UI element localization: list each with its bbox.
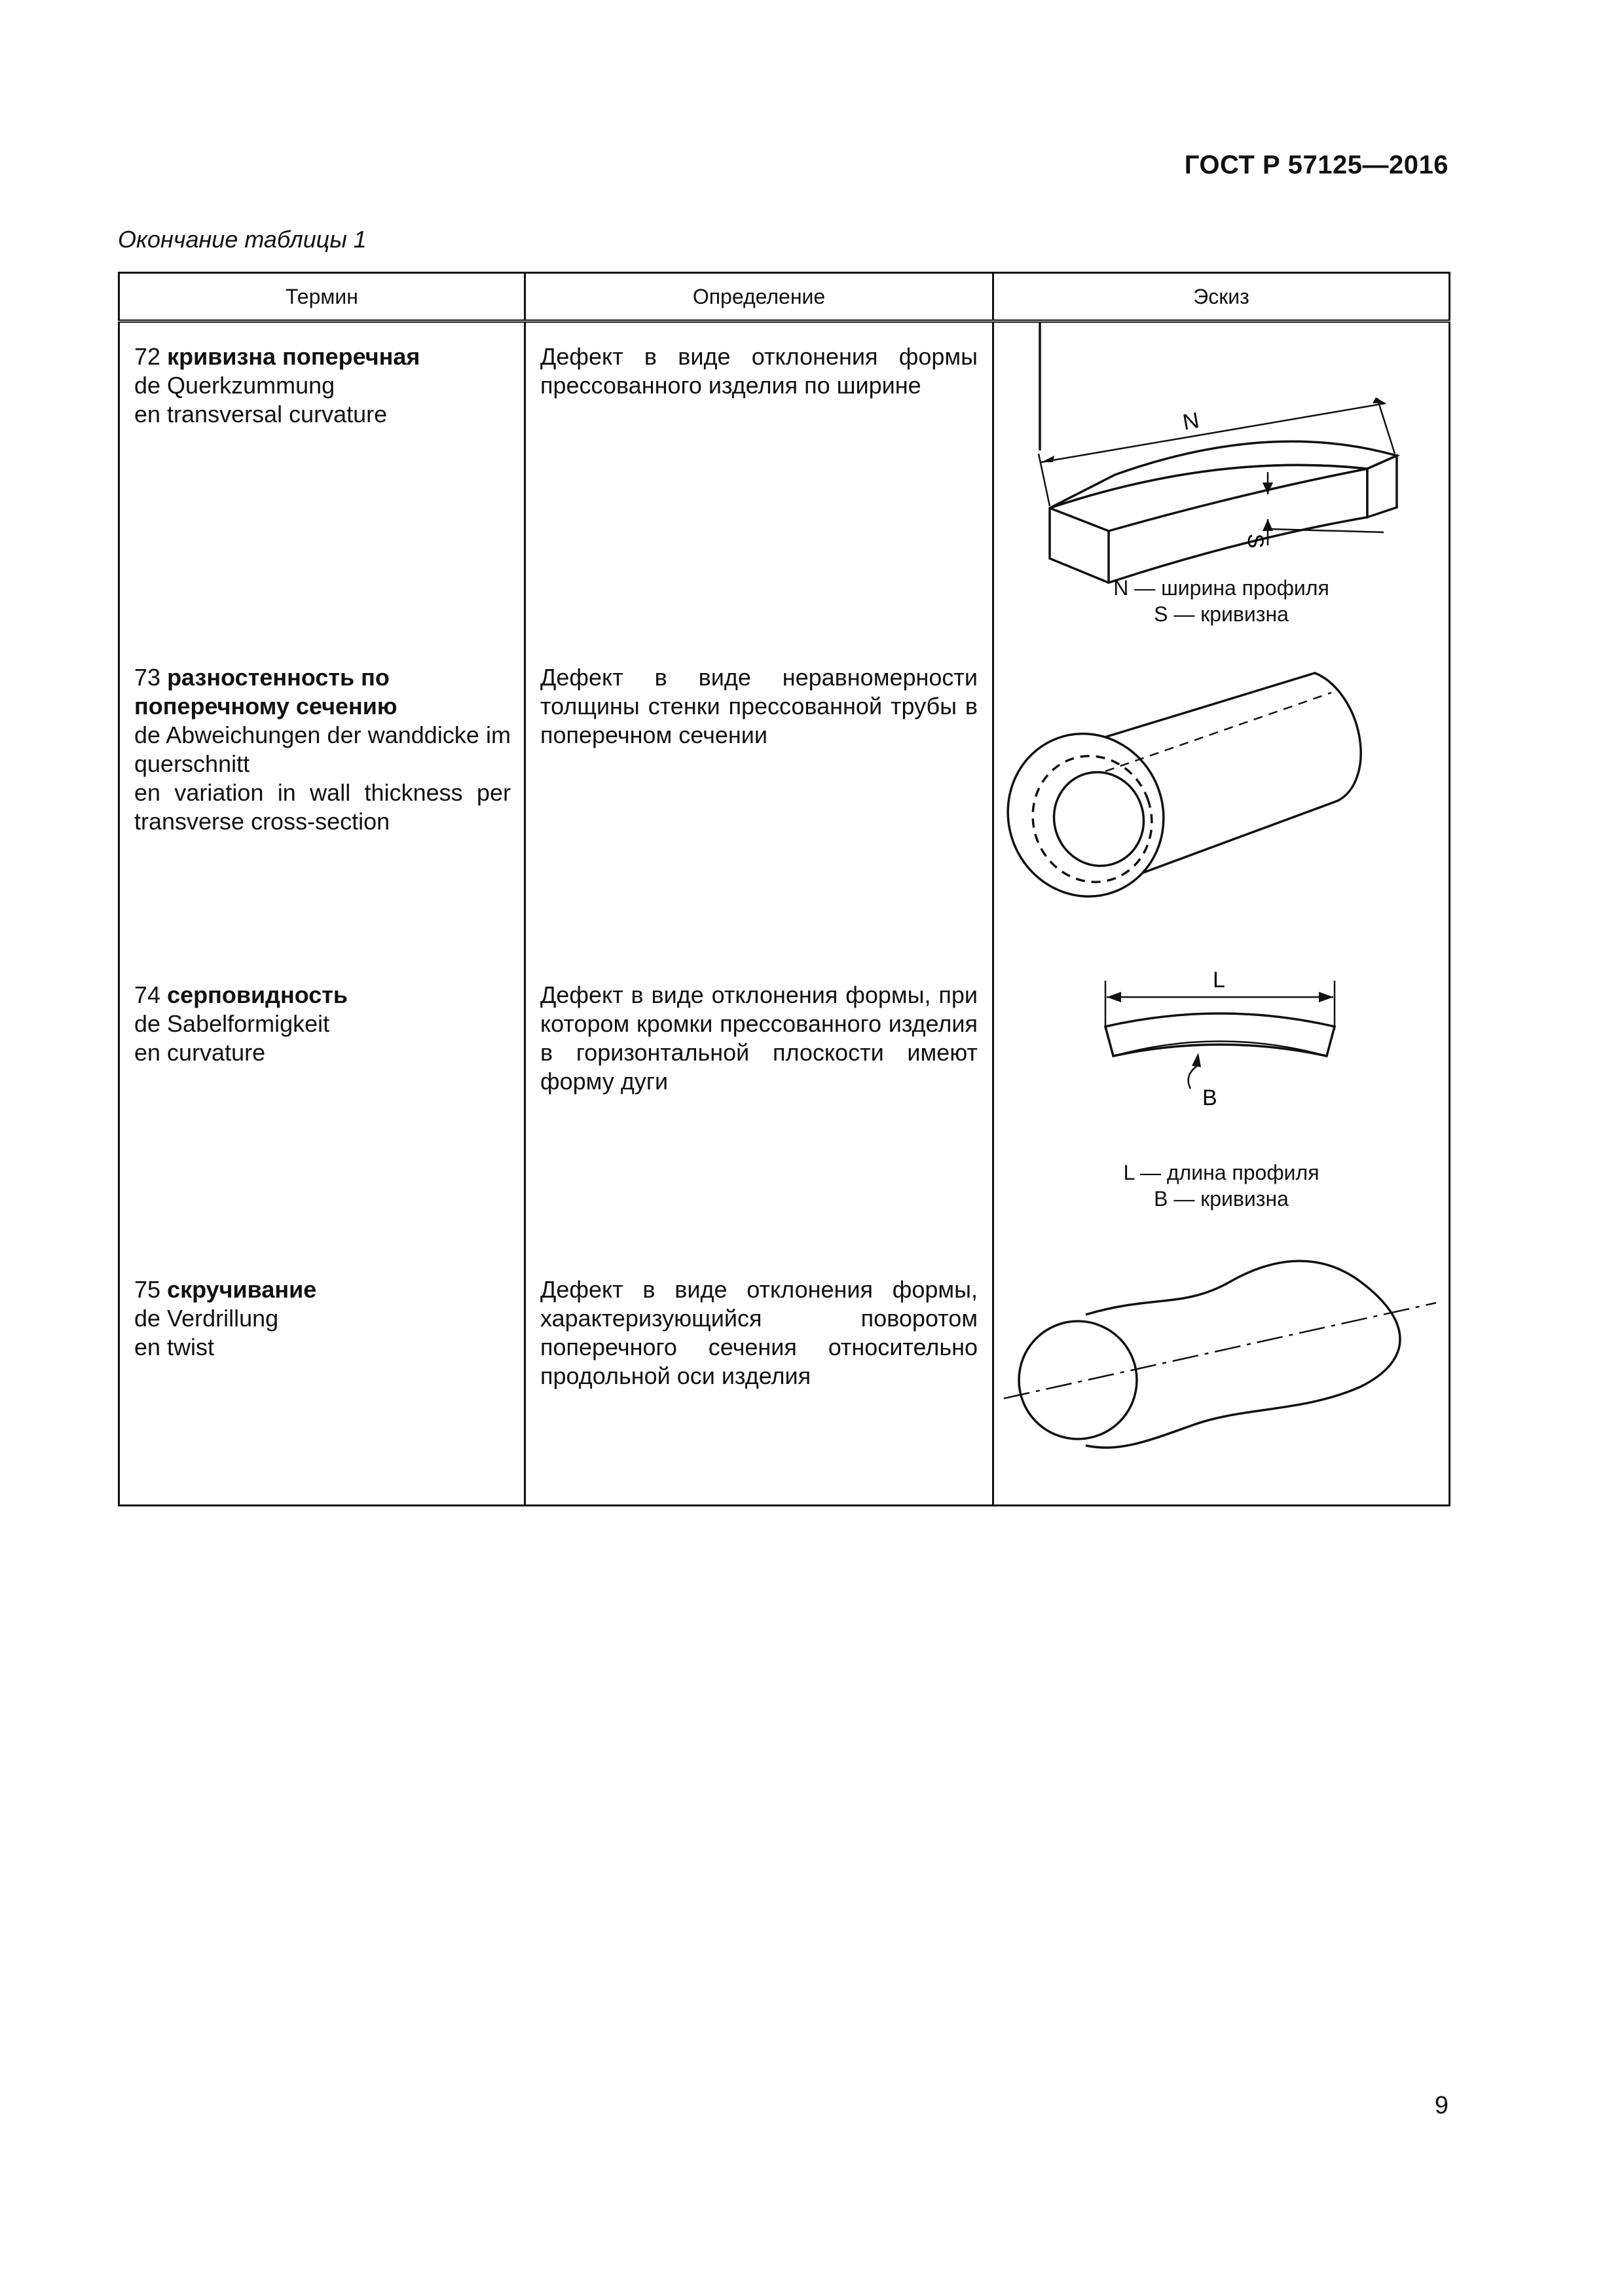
label-n: N bbox=[1181, 407, 1202, 435]
legend-line: B — кривизна bbox=[1154, 1187, 1289, 1211]
term-title bbox=[134, 663, 511, 721]
sketch-legend bbox=[994, 1159, 1449, 1212]
legend-line: L — длина профиля bbox=[1123, 1161, 1320, 1184]
term-number: 75 bbox=[134, 1276, 161, 1303]
term-english: en variation in wall thickness per transverse cross-section bbox=[134, 779, 511, 835]
table-row bbox=[119, 321, 1450, 644]
pipe-wall-thickness-sketch bbox=[994, 644, 1450, 941]
sketch-cell bbox=[993, 961, 1450, 1256]
term-title bbox=[134, 981, 511, 1010]
term-german: de Verdrillung bbox=[134, 1305, 279, 1332]
term-english: en transversal curvature bbox=[134, 401, 388, 428]
definition-cell: Дефект в виде отклонения формы, характеризующийся поворотом поперечного сечения относительно продольной оси изделия bbox=[525, 1256, 993, 1506]
label-l: L bbox=[1213, 968, 1225, 993]
sketch-cell bbox=[993, 321, 1450, 644]
table-row bbox=[119, 961, 1450, 1256]
sketch-cell bbox=[993, 644, 1450, 961]
term-number: 73 bbox=[134, 664, 161, 691]
page-number: 9 bbox=[1434, 2092, 1449, 2119]
document-code: ГОСТ Р 57125—2016 bbox=[1184, 151, 1449, 179]
label-s: S bbox=[1243, 534, 1268, 549]
terms-table bbox=[118, 272, 1450, 1506]
term-german: de Querkzummung bbox=[134, 372, 335, 399]
table-row bbox=[119, 644, 1450, 961]
twist-sketch bbox=[994, 1256, 1450, 1485]
legend-line: S — кривизна bbox=[1154, 602, 1289, 626]
table-header-row bbox=[119, 273, 1450, 321]
table-caption: Окончание таблицы 1 bbox=[118, 226, 367, 253]
table-row bbox=[119, 1256, 1450, 1506]
definition-cell: Дефект в виде отклонения формы прессованного изделия по ширине bbox=[525, 321, 993, 644]
term-english: en twist bbox=[134, 1334, 215, 1360]
label-b: B bbox=[1202, 1085, 1217, 1110]
term-number: 72 bbox=[134, 343, 161, 370]
term-russian: серповидность bbox=[167, 981, 348, 1008]
definition-cell: Дефект в виде неравномерности толщины стенки прессованной трубы в поперечном сечении bbox=[525, 644, 993, 961]
term-number: 74 bbox=[134, 981, 161, 1008]
column-header-definition: Определение bbox=[525, 273, 993, 321]
term-cell bbox=[119, 961, 525, 1256]
term-cell bbox=[119, 321, 525, 644]
term-russian: кривизна поперечная bbox=[167, 343, 420, 370]
sketch-cell bbox=[993, 1256, 1450, 1506]
column-header-term: Термин bbox=[119, 273, 525, 321]
legend-line: N — ширина профиля bbox=[1113, 576, 1329, 600]
sketch-legend bbox=[994, 575, 1449, 627]
term-cell bbox=[119, 1256, 525, 1506]
term-russian: разностенность по поперечному сечению bbox=[134, 664, 397, 720]
term-german: de Sabelformigkeit bbox=[134, 1010, 330, 1037]
column-header-sketch: Эскиз bbox=[993, 273, 1450, 321]
definition-cell: Дефект в виде отклонения формы, при котором кромки прессованного изделия в горизонтальной плоскости имеют форму дуги bbox=[525, 961, 993, 1256]
term-russian: скручивание bbox=[167, 1276, 317, 1303]
term-title bbox=[134, 1275, 511, 1304]
term-title bbox=[134, 342, 511, 371]
term-german: de Abweichungen der wanddicke im querschnitt bbox=[134, 721, 511, 777]
term-english: en curvature bbox=[134, 1039, 266, 1066]
term-cell bbox=[119, 644, 525, 961]
